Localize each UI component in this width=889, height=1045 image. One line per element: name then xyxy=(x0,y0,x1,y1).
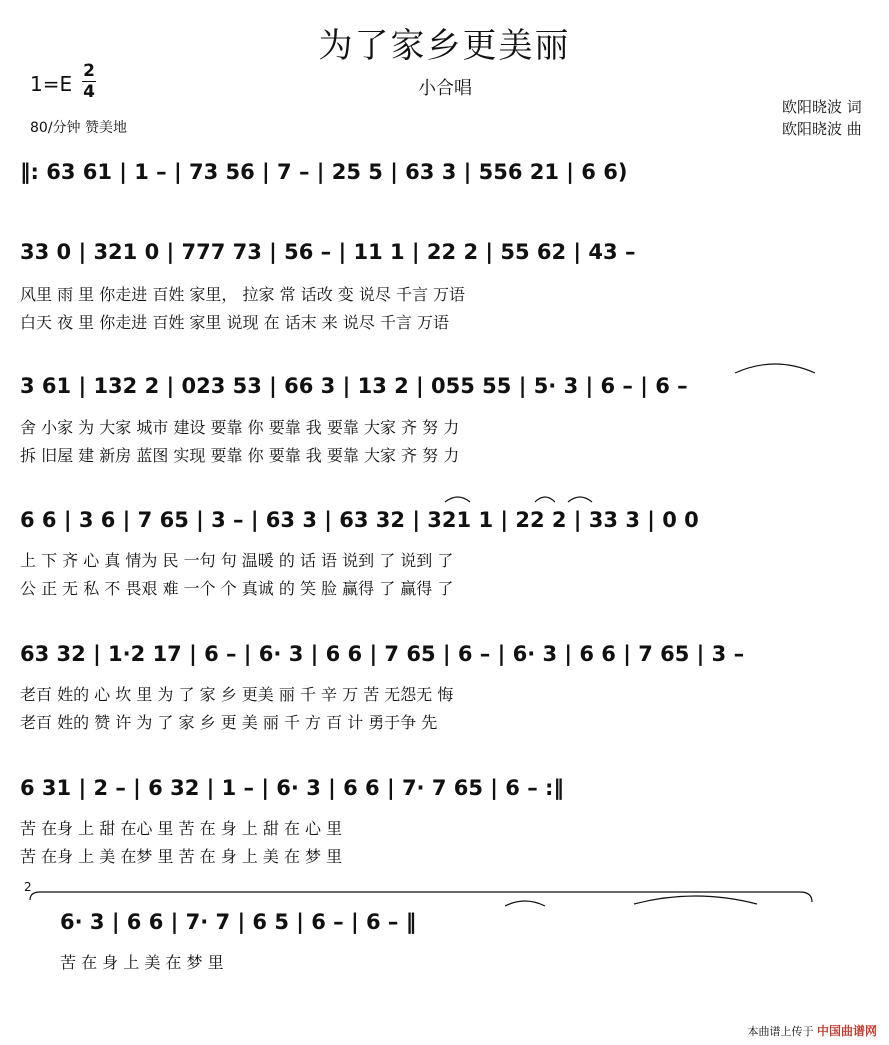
time-signature-bottom: 4 xyxy=(83,82,95,102)
notation-line: 6 31 | 2 – | 6 32 | 1 – | 6· 3 | 6 6 | 7· 7 65 | 6 – :‖ xyxy=(20,776,564,800)
notation-line: 63 32 | 1·2 17 | 6 – | 6· 3 | 6 6 | 7 65 | 6 – | 6· 3 | 6 6 | 7 65 | 3 – xyxy=(20,642,745,666)
lyric-verse-2: 老百 姓的 赞 许 为 了 家 乡 更 美 丽 千 方 百 计 勇于争 先 xyxy=(20,713,438,732)
time-signature xyxy=(82,62,96,101)
lyric-verse-2: 白天 夜 里 你走进 百姓 家里 说现 在 话末 来 说尽 千言 万语 xyxy=(20,313,450,332)
score-row-1 xyxy=(20,160,869,184)
score-row-4 xyxy=(20,508,869,532)
score-row-5 xyxy=(20,642,869,666)
notation-line: 33 0 | 321 0 | 777 73 | 56 – | 11 1 | 22 2 | 55 62 | 43 – xyxy=(20,240,636,264)
tie-arc xyxy=(735,364,815,373)
time-signature-top: 2 xyxy=(83,61,95,81)
slur-arc xyxy=(505,901,545,906)
second-ending-number: 2 xyxy=(24,880,32,894)
key-signature: 1=E xyxy=(30,72,73,96)
lyric-verse-1: 苦 在 身 上 美 在 梦 里 xyxy=(60,953,224,972)
score-row-3 xyxy=(20,374,869,398)
notation-line: 3 61 | 132 2 | 023 53 | 66 3 | 13 2 | 055 55 | 5· 3 | 6 – | 6 – xyxy=(20,374,688,398)
lyric-verse-2: 拆 旧屋 建 新房 蓝图 实现 要靠 你 要靠 我 要靠 大家 齐 努 力 xyxy=(20,446,460,465)
lyric-verse-1: 上 下 齐 心 真 情为 民 一句 句 温暖 的 话 语 说到 了 说到 了 xyxy=(20,551,454,570)
lyric-verse-1: 苦 在身 上 甜 在心 里 苦 在 身 上 甜 在 心 里 xyxy=(20,819,343,838)
notation-line: 6 6 | 3 6 | 7 65 | 3 – | 63 3 | 63 32 | 321 1 | 22 2 | 33 3 | 0 0 xyxy=(20,508,699,532)
notation-line: ‖: 63 61 | 1 – | 73 56 | 7 – | 25 5 | 63 3 | 556 21 | 6 6) xyxy=(20,160,628,184)
lyric-verse-2: 公 正 无 私 不 畏艰 难 一个 个 真诚 的 笑 脸 赢得 了 赢得 了 xyxy=(20,579,454,598)
lyric-verse-1: 老百 姓的 心 坎 里 为 了 家 乡 更美 丽 千 辛 万 苦 无怨无 悔 xyxy=(20,685,454,704)
composer-credit: 欧阳晓波 曲 xyxy=(782,120,862,138)
page-title: 为了家乡更美丽 xyxy=(318,26,571,66)
lyric-verse-1: 风里 雨 里 你走进 百姓 家里， 拉家 常 话改 变 说尽 千言 万语 xyxy=(20,285,466,304)
slur-arc xyxy=(535,497,555,502)
second-ending-bracket xyxy=(30,892,812,902)
site-logo[interactable]: 中国曲谱网 xyxy=(816,1024,877,1038)
tie-arc xyxy=(634,896,757,904)
slur-arc xyxy=(568,497,592,502)
notation-line: 6· 3 | 6 6 | 7· 7 | 6 5 | 6 – | 6 – ‖ xyxy=(60,910,417,934)
tempo-marking: 80/分钟 赞美地 xyxy=(30,120,127,136)
score-row-2 xyxy=(20,240,869,264)
performance-form: 小合唱 xyxy=(418,78,472,99)
score-row-7 xyxy=(60,910,869,934)
lyric-verse-2: 苦 在身 上 美 在梦 里 苦 在 身 上 美 在 梦 里 xyxy=(20,847,343,866)
upload-text: 本曲谱上传于 xyxy=(747,1025,814,1038)
lyric-verse-1: 舍 小家 为 大家 城市 建设 要靠 你 要靠 我 要靠 大家 齐 努 力 xyxy=(20,418,460,437)
slur-arc xyxy=(445,497,470,502)
lyricist-credit: 欧阳晓波 词 xyxy=(782,98,862,116)
source-footer xyxy=(747,1022,877,1039)
score-row-6 xyxy=(20,776,869,800)
